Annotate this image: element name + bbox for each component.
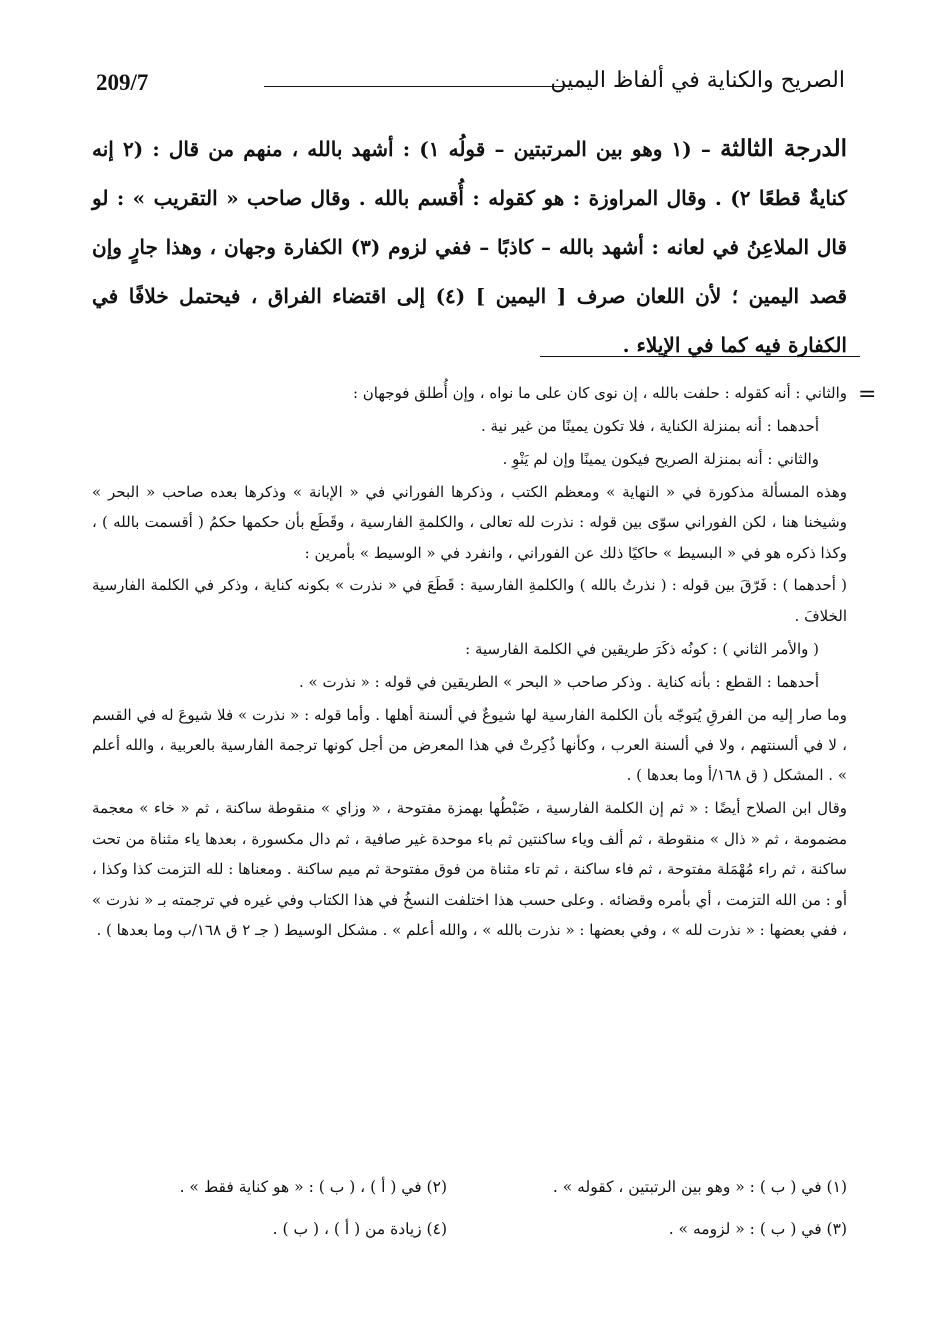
footnote-1: (١) في ( ب ) : « وهو بين الرتبتين ، كقوله » . [552,1178,847,1196]
note-paragraph: والثاني : أنه كقوله : حلفت بالله ، إن نوى كان على ما نواه ، وإن أُطلق فوجهان : [352,384,847,402]
note-paragraph: ( أحدهما ) : فَرّقَ بين قوله : ( نذرتُ بالله ) والكلمةِ الفارسية : قَطَعَ في « نذرت » بكونه كناية ، وذكر في الكلمة الفارسية الخلافَ . [92,576,847,625]
page-number: 209/7 [96,70,149,95]
footnote-2: (٢) في ( أ ) ، ( ب ) : « هو كناية فقط » . [179,1178,447,1196]
note-paragraph: وهذه المسألة مذكورة في « النهاية » ومعظم الكتب ، وذكرها الفوراني في « الإبانة » وذكرها بعده صاحب « البحر » وشيخنا هنا ، لكن الفوراني سوّى بين قوله : نذرت لله تعالى ، والكلمةِ الفارسية ، وقَطَع بأن حكمها حكمُ ( أقسمت بالله ) ، وكذا ذكره هو في « البسيط » حاكيًا ذلك عن الفوراني ، وانفرد في « الوسيط » بأمرين : [92,482,847,562]
running-title: الصريح والكناية في ألفاظ اليمين [550,68,845,93]
running-header [96,66,845,106]
note-paragraph: ( والأمر الثاني ) : كونُه ذكَرَ طريقين في الكلمة الفارسية : [465,639,819,658]
note-paragraph: وما صار إليه من الفرقِ يُتوجّه بأن الكلمة الفارسية لها شيوعٌ في ألسنة أهلها . وأما قوله : « نذرت » فلا شيوعَ له في القسم ، لا في ألسنتهم ، ولا في ألسنة العرب ، وكأنها ذُكِرتْ في هذا المعرض من أجل كونها ترجمة الفارسية بالعربية ، والله أعلم » . المشكل ( ق ١٦٨/أ وما بعدها ) . [92,705,847,785]
footnote-row [92,1178,847,1208]
note-paragraph: وقال ابن الصلاح أيضًا : « ثم إن الكلمة الفارسية ، ضَبْطُها بهمزة مفتوحة ، « وزاي » منقوطة ساكنة ، ثم « خاء » معجمة مضمومة ، ثم « ذال » منقوطة ، ثم ألف وياء ساكنتين ثم باء موحدة غير صافية ، ثم دال مكسورة ، بعدها ياء مثناة من تحت ساكنة ، ثم راء مُهْمَلة مفتوحة ، ثم فاء ساكنة ، ثم تاء مثناة من فوق مفتوحة ثم ميم ساكنة . ومعناها : لله التزمت كذا وكذا ، أو : من الله التزمت ، أي بأمره وقضائه . وعلى حسب هذا اختلفت النسخُ في هذا الكتاب وفي غيره في ترجمته بـ « نذرت » ، ففي بعضها : « نذرت لله » ، وفي بعضها : « نذرت بالله » ، والله أعلم » . مشكل الوسيط ( جـ ٢ ق ١٦٨/ب وما بعدها ) . [92,799,847,939]
editor-notes [92,378,847,948]
footnote-row [92,1220,847,1250]
header-rule [264,86,563,87]
footnote-4: (٤) زيادة من ( أ ) ، ( ب ) . [272,1220,447,1238]
note-paragraph: أحدهما : القطع : بأنه كناية . وذكر صاحب « البحر » الطريقين في قوله : « نذرت » . [298,672,819,691]
footnote-separator [540,356,860,357]
note-paragraph: والثاني : أنه بمنزلة الصريح فيكون يمينًا وإن لم يَنْوِ . [502,449,819,468]
main-text [92,124,847,370]
continuation-marker: = [858,382,877,407]
footnote-3: (٣) في ( ب ) : « لزومه » . [668,1220,847,1238]
note-paragraph: أحدهما : أنه بمنزلة الكناية ، فلا تكون يمينًا من غير نية . [481,416,819,435]
main-paragraph [92,124,847,370]
main-paragraph-text: – (١ وهو بين المرتبتين – قولُه ١) : أشهد بالله ، منهم من قال : (٢ إنه كنايةٌ قطعًا ٢) . وقال المراوزة : هو كقوله : أُقسم بالله . وقال صاحب « التقريب » : لو قال الملاعِنُ في لعانه : أشهد بالله – كاذبًا – ففي لزوم (٣) الكفارة وجهان ، وهذا جارٍ وإن قصد اليمين ؛ لأن اللعان صرف [ اليمين ] (٤) إلى اقتضاء الفراق ، فيحتمل خلافًا في الكفارة فيه كما في الإيلاء . [92,137,848,357]
section-heading: الدرجة الثالثة [720,135,848,162]
